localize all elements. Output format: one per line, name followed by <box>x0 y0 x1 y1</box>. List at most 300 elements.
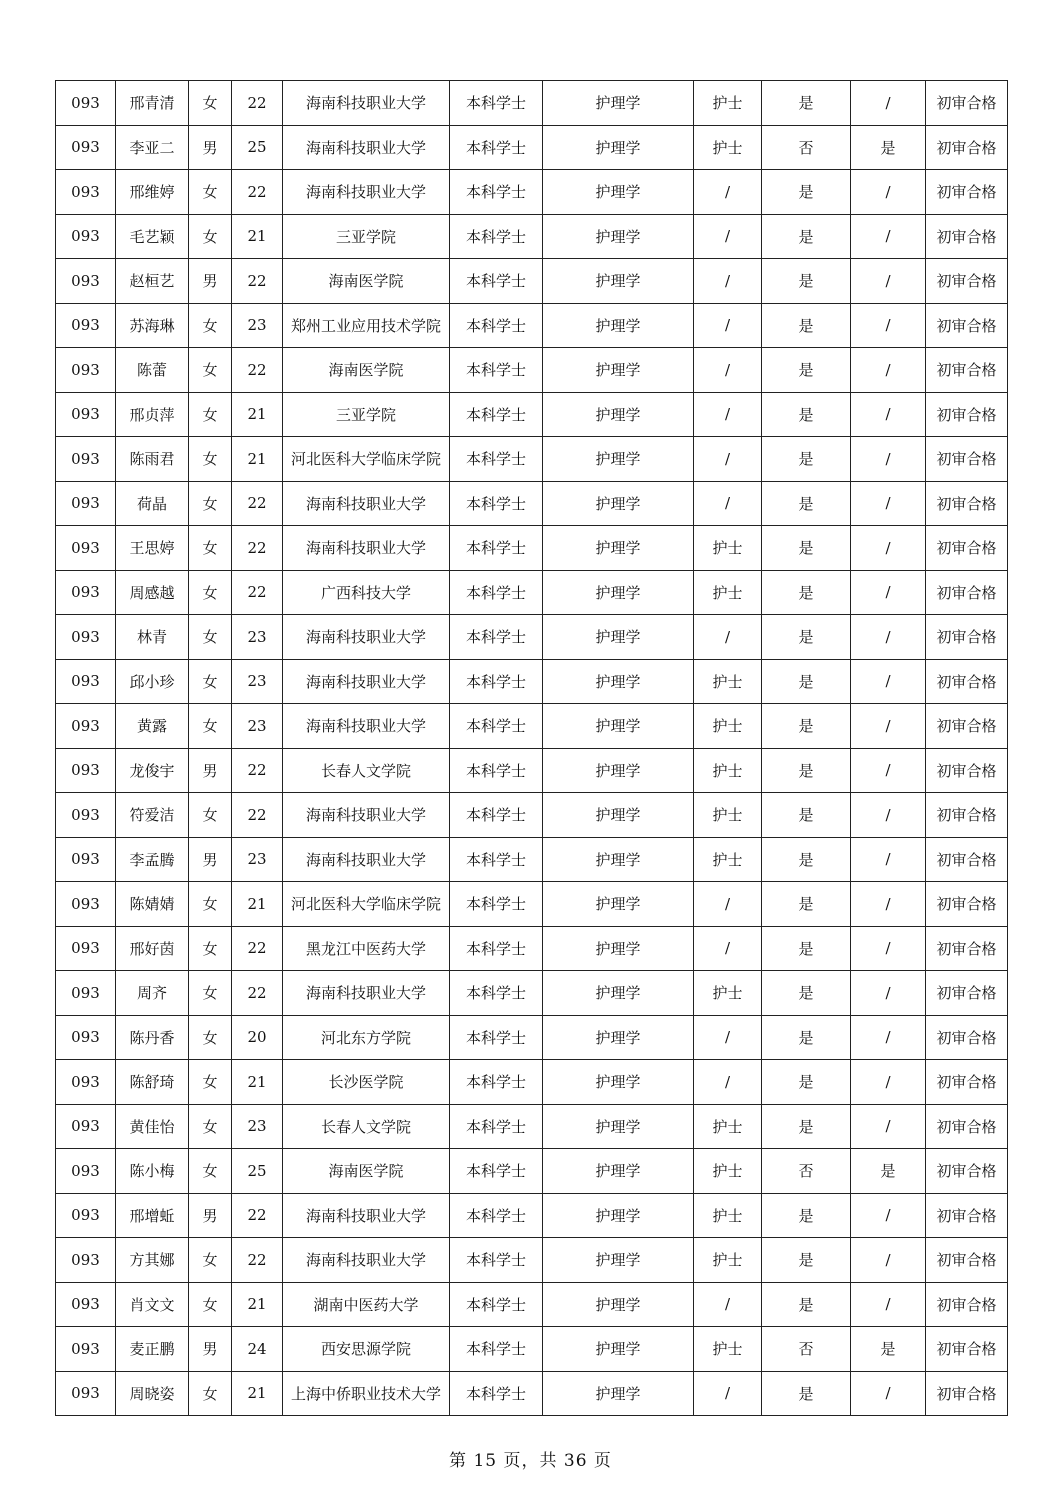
qualification-cell: 护士 <box>694 1149 762 1194</box>
fresh-graduate-cell: 是 <box>762 170 851 215</box>
qualification-cell: / <box>694 481 762 526</box>
name-cell: 陈蕾 <box>116 348 189 393</box>
other-cell: / <box>851 837 926 882</box>
school-cell: 海南科技职业大学 <box>283 170 450 215</box>
school-cell: 郑州工业应用技术学院 <box>283 303 450 348</box>
review-result-cell: 初审合格 <box>926 348 1008 393</box>
review-result-cell: 初审合格 <box>926 81 1008 126</box>
qualification-cell: 护士 <box>694 659 762 704</box>
gender-cell: 女 <box>189 526 232 571</box>
gender-cell: 女 <box>189 1060 232 1105</box>
name-cell: 邢青清 <box>116 81 189 126</box>
major-cell: 护理学 <box>543 1238 694 1283</box>
age-cell: 21 <box>232 1282 283 1327</box>
position-code-cell: 093 <box>56 81 116 126</box>
fresh-graduate-cell: 是 <box>762 81 851 126</box>
major-cell: 护理学 <box>543 882 694 927</box>
table-row <box>56 1104 1008 1149</box>
table-row <box>56 793 1008 838</box>
other-cell: 是 <box>851 125 926 170</box>
review-result-cell: 初审合格 <box>926 926 1008 971</box>
qualification-cell: / <box>694 170 762 215</box>
school-cell: 三亚学院 <box>283 214 450 259</box>
fresh-graduate-cell: 否 <box>762 1327 851 1372</box>
major-cell: 护理学 <box>543 1060 694 1105</box>
age-cell: 23 <box>232 704 283 749</box>
other-cell: / <box>851 659 926 704</box>
major-cell: 护理学 <box>543 615 694 660</box>
review-result-cell: 初审合格 <box>926 437 1008 482</box>
name-cell: 毛艺颖 <box>116 214 189 259</box>
other-cell: / <box>851 1282 926 1327</box>
fresh-graduate-cell: 否 <box>762 125 851 170</box>
table-row <box>56 1371 1008 1416</box>
qualification-cell: / <box>694 1282 762 1327</box>
age-cell: 21 <box>232 1371 283 1416</box>
gender-cell: 女 <box>189 1149 232 1194</box>
fresh-graduate-cell: 是 <box>762 214 851 259</box>
school-cell: 海南科技职业大学 <box>283 1193 450 1238</box>
name-cell: 邢维婷 <box>116 170 189 215</box>
review-result-cell: 初审合格 <box>926 748 1008 793</box>
qualification-cell: 护士 <box>694 748 762 793</box>
major-cell: 护理学 <box>543 214 694 259</box>
major-cell: 护理学 <box>543 926 694 971</box>
review-result-cell: 初审合格 <box>926 392 1008 437</box>
degree-cell: 本科学士 <box>450 793 543 838</box>
degree-cell: 本科学士 <box>450 303 543 348</box>
review-result-cell: 初审合格 <box>926 1193 1008 1238</box>
gender-cell: 女 <box>189 81 232 126</box>
qualification-cell: 护士 <box>694 1193 762 1238</box>
review-result-cell: 初审合格 <box>926 1282 1008 1327</box>
fresh-graduate-cell: 是 <box>762 303 851 348</box>
major-cell: 护理学 <box>543 659 694 704</box>
qualification-cell: / <box>694 392 762 437</box>
name-cell: 陈小梅 <box>116 1149 189 1194</box>
degree-cell: 本科学士 <box>450 348 543 393</box>
school-cell: 海南科技职业大学 <box>283 837 450 882</box>
name-cell: 邱小珍 <box>116 659 189 704</box>
position-code-cell: 093 <box>56 1104 116 1149</box>
degree-cell: 本科学士 <box>450 926 543 971</box>
qualification-cell: 护士 <box>694 837 762 882</box>
major-cell: 护理学 <box>543 526 694 571</box>
age-cell: 25 <box>232 125 283 170</box>
table-row <box>56 837 1008 882</box>
name-cell: 符爱洁 <box>116 793 189 838</box>
table-row <box>56 882 1008 927</box>
table-row <box>56 170 1008 215</box>
other-cell: / <box>851 214 926 259</box>
school-cell: 海南科技职业大学 <box>283 971 450 1016</box>
fresh-graduate-cell: 是 <box>762 615 851 660</box>
fresh-graduate-cell: 是 <box>762 348 851 393</box>
table-row <box>56 392 1008 437</box>
review-result-cell: 初审合格 <box>926 659 1008 704</box>
qualification-cell: / <box>694 259 762 304</box>
school-cell: 长春人文学院 <box>283 1104 450 1149</box>
qualification-cell: 护士 <box>694 1327 762 1372</box>
other-cell: / <box>851 1060 926 1105</box>
major-cell: 护理学 <box>543 1015 694 1060</box>
qualification-cell: 护士 <box>694 971 762 1016</box>
qualification-cell: 护士 <box>694 570 762 615</box>
fresh-graduate-cell: 是 <box>762 259 851 304</box>
degree-cell: 本科学士 <box>450 526 543 571</box>
major-cell: 护理学 <box>543 348 694 393</box>
qualification-cell: / <box>694 1060 762 1105</box>
position-code-cell: 093 <box>56 214 116 259</box>
school-cell: 三亚学院 <box>283 392 450 437</box>
major-cell: 护理学 <box>543 437 694 482</box>
name-cell: 陈丹香 <box>116 1015 189 1060</box>
fresh-graduate-cell: 是 <box>762 1104 851 1149</box>
other-cell: 是 <box>851 1149 926 1194</box>
gender-cell: 女 <box>189 971 232 1016</box>
age-cell: 21 <box>232 882 283 927</box>
name-cell: 林青 <box>116 615 189 660</box>
fresh-graduate-cell: 是 <box>762 570 851 615</box>
fresh-graduate-cell: 是 <box>762 704 851 749</box>
name-cell: 邢贞萍 <box>116 392 189 437</box>
age-cell: 21 <box>232 392 283 437</box>
school-cell: 海南科技职业大学 <box>283 125 450 170</box>
degree-cell: 本科学士 <box>450 748 543 793</box>
name-cell: 周感越 <box>116 570 189 615</box>
fresh-graduate-cell: 否 <box>762 1149 851 1194</box>
qualification-cell: / <box>694 926 762 971</box>
table-row <box>56 1015 1008 1060</box>
degree-cell: 本科学士 <box>450 615 543 660</box>
degree-cell: 本科学士 <box>450 570 543 615</box>
table-row <box>56 481 1008 526</box>
gender-cell: 女 <box>189 793 232 838</box>
qualification-cell: / <box>694 348 762 393</box>
fresh-graduate-cell: 是 <box>762 926 851 971</box>
qualification-cell: / <box>694 1371 762 1416</box>
school-cell: 海南科技职业大学 <box>283 793 450 838</box>
position-code-cell: 093 <box>56 481 116 526</box>
fresh-graduate-cell: 是 <box>762 1371 851 1416</box>
school-cell: 海南科技职业大学 <box>283 81 450 126</box>
fresh-graduate-cell: 是 <box>762 1015 851 1060</box>
table-row <box>56 615 1008 660</box>
review-result-cell: 初审合格 <box>926 570 1008 615</box>
position-code-cell: 093 <box>56 748 116 793</box>
position-code-cell: 093 <box>56 125 116 170</box>
review-result-cell: 初审合格 <box>926 1238 1008 1283</box>
age-cell: 22 <box>232 481 283 526</box>
gender-cell: 女 <box>189 1238 232 1283</box>
other-cell: / <box>851 971 926 1016</box>
gender-cell: 女 <box>189 926 232 971</box>
table-row <box>56 1238 1008 1283</box>
position-code-cell: 093 <box>56 1193 116 1238</box>
position-code-cell: 093 <box>56 615 116 660</box>
other-cell: / <box>851 526 926 571</box>
fresh-graduate-cell: 是 <box>762 837 851 882</box>
age-cell: 25 <box>232 1149 283 1194</box>
gender-cell: 女 <box>189 1282 232 1327</box>
other-cell: / <box>851 1015 926 1060</box>
other-cell: / <box>851 392 926 437</box>
name-cell: 荷晶 <box>116 481 189 526</box>
fresh-graduate-cell: 是 <box>762 793 851 838</box>
school-cell: 海南医学院 <box>283 348 450 393</box>
name-cell: 陈婧婧 <box>116 882 189 927</box>
other-cell: / <box>851 704 926 749</box>
table-row <box>56 570 1008 615</box>
other-cell: / <box>851 348 926 393</box>
degree-cell: 本科学士 <box>450 1282 543 1327</box>
degree-cell: 本科学士 <box>450 1238 543 1283</box>
gender-cell: 男 <box>189 748 232 793</box>
gender-cell: 男 <box>189 1327 232 1372</box>
fresh-graduate-cell: 是 <box>762 1193 851 1238</box>
major-cell: 护理学 <box>543 748 694 793</box>
degree-cell: 本科学士 <box>450 1060 543 1105</box>
major-cell: 护理学 <box>543 971 694 1016</box>
school-cell: 长春人文学院 <box>283 748 450 793</box>
review-result-cell: 初审合格 <box>926 1060 1008 1105</box>
school-cell: 海南科技职业大学 <box>283 526 450 571</box>
major-cell: 护理学 <box>543 125 694 170</box>
review-result-cell: 初审合格 <box>926 1371 1008 1416</box>
position-code-cell: 093 <box>56 1149 116 1194</box>
gender-cell: 女 <box>189 170 232 215</box>
degree-cell: 本科学士 <box>450 1149 543 1194</box>
degree-cell: 本科学士 <box>450 837 543 882</box>
degree-cell: 本科学士 <box>450 882 543 927</box>
gender-cell: 女 <box>189 882 232 927</box>
name-cell: 苏海琳 <box>116 303 189 348</box>
review-result-cell: 初审合格 <box>926 971 1008 1016</box>
school-cell: 长沙医学院 <box>283 1060 450 1105</box>
degree-cell: 本科学士 <box>450 170 543 215</box>
name-cell: 龙俊宇 <box>116 748 189 793</box>
other-cell: / <box>851 437 926 482</box>
major-cell: 护理学 <box>543 1193 694 1238</box>
fresh-graduate-cell: 是 <box>762 481 851 526</box>
other-cell: / <box>851 1104 926 1149</box>
major-cell: 护理学 <box>543 392 694 437</box>
major-cell: 护理学 <box>543 1104 694 1149</box>
name-cell: 麦正鹏 <box>116 1327 189 1372</box>
degree-cell: 本科学士 <box>450 125 543 170</box>
position-code-cell: 093 <box>56 882 116 927</box>
table-row <box>56 437 1008 482</box>
gender-cell: 女 <box>189 481 232 526</box>
position-code-cell: 093 <box>56 303 116 348</box>
review-result-cell: 初审合格 <box>926 125 1008 170</box>
table-row <box>56 214 1008 259</box>
major-cell: 护理学 <box>543 1149 694 1194</box>
table-row <box>56 526 1008 571</box>
position-code-cell: 093 <box>56 793 116 838</box>
degree-cell: 本科学士 <box>450 704 543 749</box>
position-code-cell: 093 <box>56 570 116 615</box>
position-code-cell: 093 <box>56 170 116 215</box>
school-cell: 海南医学院 <box>283 259 450 304</box>
review-result-cell: 初审合格 <box>926 1327 1008 1372</box>
age-cell: 23 <box>232 615 283 660</box>
name-cell: 赵桓艺 <box>116 259 189 304</box>
fresh-graduate-cell: 是 <box>762 526 851 571</box>
degree-cell: 本科学士 <box>450 659 543 704</box>
other-cell: 是 <box>851 1327 926 1372</box>
qualification-cell: / <box>694 214 762 259</box>
gender-cell: 女 <box>189 704 232 749</box>
table-row <box>56 926 1008 971</box>
age-cell: 22 <box>232 348 283 393</box>
qualification-cell: / <box>694 303 762 348</box>
major-cell: 护理学 <box>543 837 694 882</box>
name-cell: 黄露 <box>116 704 189 749</box>
review-result-cell: 初审合格 <box>926 481 1008 526</box>
table-row <box>56 348 1008 393</box>
gender-cell: 女 <box>189 214 232 259</box>
qualification-cell: / <box>694 437 762 482</box>
age-cell: 23 <box>232 659 283 704</box>
review-result-cell: 初审合格 <box>926 1104 1008 1149</box>
degree-cell: 本科学士 <box>450 1104 543 1149</box>
review-result-cell: 初审合格 <box>926 1015 1008 1060</box>
name-cell: 肖文文 <box>116 1282 189 1327</box>
major-cell: 护理学 <box>543 481 694 526</box>
gender-cell: 女 <box>189 303 232 348</box>
table-row <box>56 971 1008 1016</box>
gender-cell: 男 <box>189 837 232 882</box>
review-result-cell: 初审合格 <box>926 615 1008 660</box>
age-cell: 22 <box>232 971 283 1016</box>
table-row <box>56 1149 1008 1194</box>
fresh-graduate-cell: 是 <box>762 437 851 482</box>
table-row <box>56 704 1008 749</box>
qualification-cell: 护士 <box>694 793 762 838</box>
school-cell: 河北医科大学临床学院 <box>283 437 450 482</box>
age-cell: 22 <box>232 259 283 304</box>
school-cell: 湖南中医药大学 <box>283 1282 450 1327</box>
review-result-cell: 初审合格 <box>926 303 1008 348</box>
major-cell: 护理学 <box>543 793 694 838</box>
position-code-cell: 093 <box>56 1327 116 1372</box>
major-cell: 护理学 <box>543 704 694 749</box>
qualification-cell: 护士 <box>694 704 762 749</box>
degree-cell: 本科学士 <box>450 214 543 259</box>
position-code-cell: 093 <box>56 704 116 749</box>
degree-cell: 本科学士 <box>450 437 543 482</box>
other-cell: / <box>851 259 926 304</box>
name-cell: 方其娜 <box>116 1238 189 1283</box>
school-cell: 海南科技职业大学 <box>283 659 450 704</box>
qualification-cell: 护士 <box>694 526 762 571</box>
other-cell: / <box>851 81 926 126</box>
candidate-table <box>55 80 1008 1416</box>
degree-cell: 本科学士 <box>450 81 543 126</box>
gender-cell: 男 <box>189 1193 232 1238</box>
review-result-cell: 初审合格 <box>926 837 1008 882</box>
fresh-graduate-cell: 是 <box>762 1282 851 1327</box>
school-cell: 河北东方学院 <box>283 1015 450 1060</box>
gender-cell: 女 <box>189 392 232 437</box>
school-cell: 海南科技职业大学 <box>283 704 450 749</box>
major-cell: 护理学 <box>543 303 694 348</box>
review-result-cell: 初审合格 <box>926 882 1008 927</box>
table-row <box>56 1327 1008 1372</box>
gender-cell: 女 <box>189 1371 232 1416</box>
position-code-cell: 093 <box>56 348 116 393</box>
school-cell: 西安思源学院 <box>283 1327 450 1372</box>
other-cell: / <box>851 926 926 971</box>
qualification-cell: 护士 <box>694 1238 762 1283</box>
age-cell: 21 <box>232 214 283 259</box>
fresh-graduate-cell: 是 <box>762 971 851 1016</box>
school-cell: 海南科技职业大学 <box>283 1238 450 1283</box>
other-cell: / <box>851 170 926 215</box>
major-cell: 护理学 <box>543 1371 694 1416</box>
age-cell: 23 <box>232 1104 283 1149</box>
name-cell: 邢好茵 <box>116 926 189 971</box>
table-row <box>56 125 1008 170</box>
position-code-cell: 093 <box>56 1060 116 1105</box>
gender-cell: 男 <box>189 125 232 170</box>
major-cell: 护理学 <box>543 170 694 215</box>
fresh-graduate-cell: 是 <box>762 392 851 437</box>
other-cell: / <box>851 793 926 838</box>
gender-cell: 女 <box>189 659 232 704</box>
table-row <box>56 81 1008 126</box>
age-cell: 22 <box>232 1193 283 1238</box>
position-code-cell: 093 <box>56 259 116 304</box>
name-cell: 陈雨君 <box>116 437 189 482</box>
name-cell: 陈舒琦 <box>116 1060 189 1105</box>
degree-cell: 本科学士 <box>450 971 543 1016</box>
age-cell: 22 <box>232 793 283 838</box>
qualification-cell: 护士 <box>694 81 762 126</box>
school-cell: 海南科技职业大学 <box>283 481 450 526</box>
page-number-footer: 第 15 页，共 36 页 <box>449 1451 612 1471</box>
other-cell: / <box>851 1238 926 1283</box>
position-code-cell: 093 <box>56 659 116 704</box>
qualification-cell: / <box>694 1015 762 1060</box>
position-code-cell: 093 <box>56 1238 116 1283</box>
fresh-graduate-cell: 是 <box>762 1060 851 1105</box>
name-cell: 李亚二 <box>116 125 189 170</box>
gender-cell: 女 <box>189 1104 232 1149</box>
qualification-cell: / <box>694 882 762 927</box>
table-row <box>56 659 1008 704</box>
age-cell: 23 <box>232 837 283 882</box>
position-code-cell: 093 <box>56 1371 116 1416</box>
gender-cell: 女 <box>189 570 232 615</box>
review-result-cell: 初审合格 <box>926 526 1008 571</box>
name-cell: 周齐 <box>116 971 189 1016</box>
degree-cell: 本科学士 <box>450 1015 543 1060</box>
position-code-cell: 093 <box>56 526 116 571</box>
age-cell: 22 <box>232 748 283 793</box>
degree-cell: 本科学士 <box>450 1193 543 1238</box>
table-row <box>56 1282 1008 1327</box>
other-cell: / <box>851 882 926 927</box>
age-cell: 20 <box>232 1015 283 1060</box>
other-cell: / <box>851 1371 926 1416</box>
other-cell: / <box>851 570 926 615</box>
school-cell: 广西科技大学 <box>283 570 450 615</box>
other-cell: / <box>851 481 926 526</box>
gender-cell: 女 <box>189 1015 232 1060</box>
age-cell: 22 <box>232 81 283 126</box>
